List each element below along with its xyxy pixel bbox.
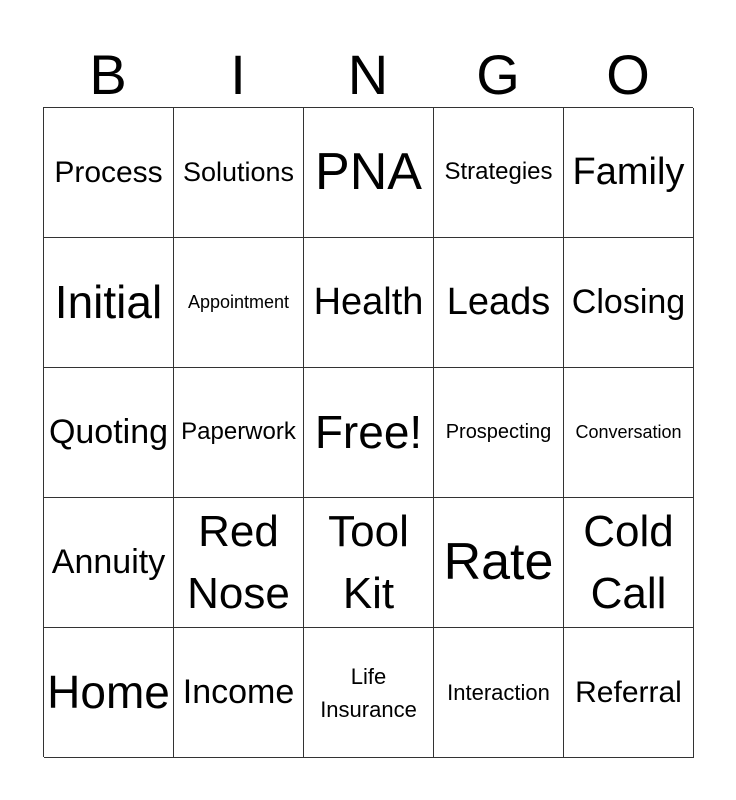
bingo-cell: Life Insurance (304, 628, 434, 758)
bingo-cell: Cold Call (564, 498, 694, 628)
header-letter-b: B (89, 43, 127, 106)
bingo-cell: Annuity (44, 498, 174, 628)
header-letter-g: G (476, 43, 520, 106)
bingo-cell: Leads (434, 238, 564, 368)
bingo-cell: Appointment (174, 238, 304, 368)
bingo-cell: Solutions (174, 108, 304, 238)
bingo-cell: Health (304, 238, 434, 368)
bingo-cell: Process (44, 108, 174, 238)
bingo-cell: Referral (564, 628, 694, 758)
bingo-cell: PNA (304, 108, 434, 238)
bingo-cell: Family (564, 108, 694, 238)
bingo-cell free-space: Free! (304, 368, 434, 498)
bingo-cell: Closing (564, 238, 694, 368)
bingo-cell: Red Nose (174, 498, 304, 628)
bingo-board (43, 107, 693, 757)
bingo-cell: Prospecting (434, 368, 564, 498)
bingo-cell: Home (44, 628, 174, 758)
bingo-cell: Quoting (44, 368, 174, 498)
header-letter-n: N (347, 43, 389, 106)
bingo-cell: Income (174, 628, 304, 758)
bingo-cell: Interaction (434, 628, 564, 758)
header-letter-i: I (230, 43, 246, 106)
bingo-cell: Tool Kit (304, 498, 434, 628)
bingo-cell: Conversation (564, 368, 694, 498)
header-letter-o: O (606, 43, 650, 106)
bingo-cell: Strategies (434, 108, 564, 238)
bingo-cell: Initial (44, 238, 174, 368)
bingo-cell: Rate (434, 498, 564, 628)
bingo-header (43, 44, 693, 106)
bingo-cell: Paperwork (174, 368, 304, 498)
